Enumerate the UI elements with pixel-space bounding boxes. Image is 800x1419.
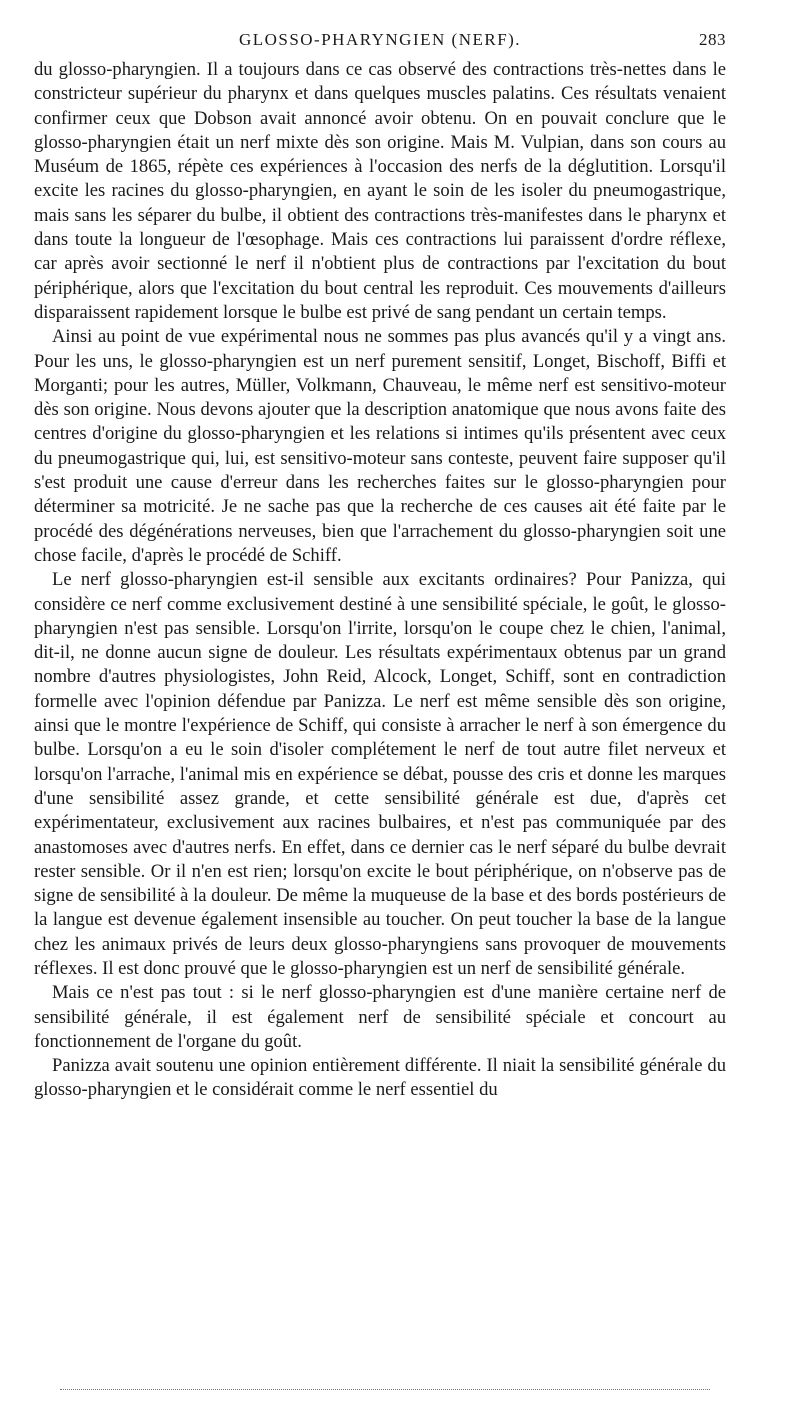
bottom-rule (60, 1389, 710, 1390)
running-header (34, 30, 726, 58)
paragraph: Mais ce n'est pas tout : si le nerf glosso-pharyngien est d'une manière certaine nerf de sensibilité générale, il est également nerf de sensibilité spéciale et concourt au fonctionnement de l'organe du goût. (34, 982, 726, 1052)
paragraph: Panizza avait soutenu une opinion entièrement différente. Il niait la sensibilité générale du glosso-pharyngien et le considérait comme le nerf essentiel du (34, 1055, 726, 1101)
running-title: GLOSSO-PHARYNGIEN (NERF). (238, 30, 522, 49)
paragraph: Ainsi au point de vue expérimental nous ne sommes pas plus avancés qu'il y a vingt ans. Pour les uns, le glosso-pharyngien est un nerf purement sensitif, Longet, Bischoff, Biffi et Morganti; pour les autres, Müller, Volkmann, Chauveau, le même nerf est sensitivo-moteur dès son origine. Nous devons ajouter que la description anatomique que nous avons faite des centres d'origine du glosso-pharyngien et les relations si intimes qu'ils présentent avec ceux du pneumogastrique qui, lui, est sensitivo-moteur sans conteste, peuvent faire supposer qu'il s'est produit une cause d'erreur dans les recherches faites sur le glosso-pharyngien pour déterminer sa motricité. Je ne sache pas que la recherche de ces causes ait été faite par le procédé des dégénérations nerveuses, bien que l'arrachement du glosso-pharyngien soit une chose facile, d'après le procédé de Schiff. (34, 326, 726, 566)
page-number: 283 (699, 30, 726, 49)
page (34, 30, 726, 1103)
body-text (34, 58, 726, 1103)
paragraph: Le nerf glosso-pharyngien est-il sensible aux excitants ordinaires? Pour Panizza, qui considère ce nerf comme exclusivement destiné à une sensibilité spéciale, le goût, le glosso-pharyngien n'est pas sensible. Lorsqu'on l'irrite, lorsqu'on le coupe chez le chien, l'animal, dit-il, ne donne aucun signe de douleur. Les résultats expérimentaux obtenus par un grand nombre d'autres physiologistes, John Reid, Alcock, Longet, Schiff, sont en contradiction formelle avec l'opinion défendue par Panizza. Le nerf est même sensible dès son origine, ainsi que le montre l'expérience de Schiff, qui consiste à arracher le nerf à son émergence du bulbe. Lorsqu'on a eu le soin d'isoler complétement le nerf de tout autre filet nerveux et lorsqu'on l'arrache, l'animal mis en expérience se débat, pousse des cris et donne les marques d'une sensibilité assez grande, et cette sensibilité générale est due, d'après cet expérimentateur, exclusivement aux racines bulbaires, et n'est pas communiquée par des anastomoses avec d'autres nerfs. En effet, dans ce dernier cas le nerf séparé du bulbe devrait rester sensible. Or il n'en est rien; lorsqu'on excite le bout périphérique, on n'observe pas de signe de sensibilité à la douleur. De même la muqueuse de la base et des bords postérieurs de la langue est devenue également insensible au toucher. On peut toucher la base de la langue chez les animaux privés de leurs deux glosso-pharyngiens sans provoquer de mouvements réflexes. Il est donc prouvé que le glosso-pharyngien est un nerf de sensibilité générale. (34, 569, 726, 979)
paragraph: du glosso-pharyngien. Il a toujours dans ce cas observé des contractions très-nettes dans le constricteur supérieur du pharynx et dans quelques muscles palatins. Ces résultats venaient confirmer ceux que Dobson avait annoncé avoir obtenu. On en pouvait conclure que le glosso-pharyngien était un nerf mixte dès son origine. Mais M. Vulpian, dans son cours au Muséum de 1865, répète ces expériences à l'occasion des nerfs de la déglutition. Lorsqu'il excite les racines du glosso-pharyngien, en ayant le soin de les isoler du pneumogastrique, mais sans les séparer du bulbe, il obtient des contractions très-manifestes dans le pharynx et dans toute la longueur de l'œsophage. Mais ces contractions lui paraissent d'ordre réflexe, car après avoir sectionné le nerf il n'obtient plus de contractions par l'excitation du bout périphérique, alors que l'excitation du bout central les reproduit. Ces mouvements d'ailleurs disparaissent rapidement lorsque le bulbe est privé de sang pendant un certain temps. (34, 59, 726, 323)
